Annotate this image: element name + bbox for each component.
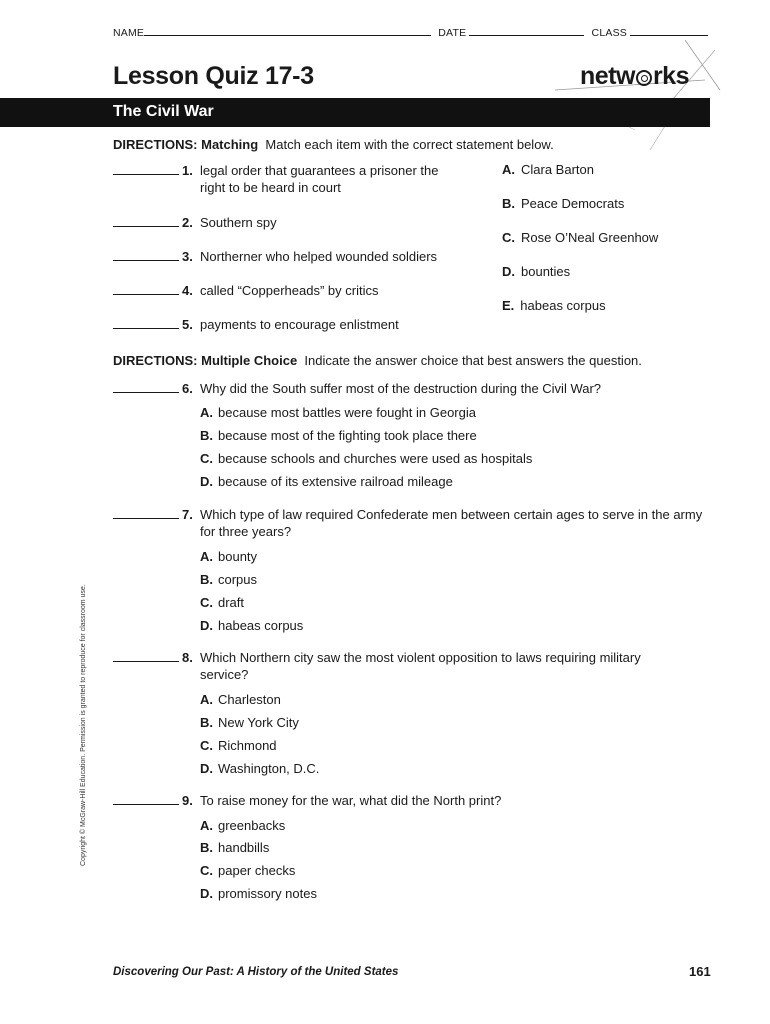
section-bar xyxy=(0,98,710,127)
match-answer-e: E. habeas corpus xyxy=(502,298,606,313)
logo-text-1: netw xyxy=(580,62,635,90)
q8-choice-a: A. Charleston xyxy=(200,692,281,707)
page-title: Lesson Quiz 17-3 xyxy=(113,62,314,90)
matching-item-4: 4. xyxy=(113,282,196,299)
question-8: 8. xyxy=(113,649,196,666)
q7-choice-a: A. bounty xyxy=(200,549,258,564)
question-9: 9. xyxy=(113,792,196,809)
matching-item-1-text: legal order that guarantees a prisoner the right to be heard in court xyxy=(200,163,439,195)
name-field xyxy=(113,26,708,39)
q6-choice-b: B. because most of the fighting took place there xyxy=(200,428,477,443)
match-answer-b: B. Peace Democrats xyxy=(502,196,625,211)
q7-choice-d: D. habeas corpus xyxy=(200,618,304,633)
q6-choice-c: C. because schools and churches were used as hospitals xyxy=(200,451,533,466)
question-8-text: Which Northern city saw the most violent opposition to laws requiring military service? xyxy=(200,650,641,682)
class-label: CLASS xyxy=(591,27,627,39)
logo-text-2: rks xyxy=(652,62,689,90)
q9-choice-a: A. greenbacks xyxy=(200,818,286,833)
networks-logo xyxy=(580,62,689,91)
answer-blank[interactable] xyxy=(113,249,179,261)
q9-choice-d: D. promissory notes xyxy=(200,886,317,901)
mc-directions-text: Indicate the answer choice that best answers the question. xyxy=(304,353,642,368)
matching-item-3-text: Northerner who helped wounded soldiers xyxy=(200,249,438,264)
question-9-text: To raise money for the war, what did the North print? xyxy=(200,793,502,808)
matching-item-5-text: payments to encourage enlistment xyxy=(200,317,399,332)
q8-choice-b: B. New York City xyxy=(200,715,299,730)
footer-book-title: Discovering Our Past: A History of the United States xyxy=(113,966,399,978)
q6-choice-a: A. because most battles were fought in Georgia xyxy=(200,405,476,420)
logo-o-icon xyxy=(636,70,652,86)
question-6-text: Why did the South suffer most of the destruction during the Civil War? xyxy=(200,381,602,396)
matching-directions-label: DIRECTIONS: Matching xyxy=(113,137,259,152)
name-label: NAME xyxy=(113,27,145,39)
q7-choice-c: C. draft xyxy=(200,595,245,610)
copyright-notice: Copyright © McGraw-Hill Education. Permission is granted to reproduce for classroom use. xyxy=(80,584,87,866)
matching-item-3: 3. xyxy=(113,248,196,265)
answer-blank[interactable] xyxy=(113,381,179,393)
matching-directions xyxy=(113,137,554,152)
matching-item-2-text: Southern spy xyxy=(200,215,277,230)
q7-choice-b: B. corpus xyxy=(200,572,258,587)
answer-blank[interactable] xyxy=(113,650,179,662)
question-7-text: Which type of law required Confederate men between certain ages to serve in the army for three years? xyxy=(200,507,703,539)
answer-blank[interactable] xyxy=(113,163,179,175)
answer-blank[interactable] xyxy=(113,317,179,329)
matching-item-4-text: called “Copperheads” by critics xyxy=(200,283,379,298)
matching-item-2: 2. xyxy=(113,214,196,231)
answer-blank[interactable] xyxy=(113,215,179,227)
section-title: The Civil War xyxy=(113,103,214,120)
date-label: DATE xyxy=(438,27,467,39)
match-answer-d: D. bounties xyxy=(502,264,571,279)
q9-choice-b: B. handbills xyxy=(200,840,270,855)
match-answer-a: A. Clara Barton xyxy=(502,162,594,177)
q8-choice-c: C. Richmond xyxy=(200,738,277,753)
q8-choice-d: D. Washington, D.C. xyxy=(200,761,320,776)
question-7: 7. xyxy=(113,506,196,523)
match-answer-c: C. Rose O’Neal Greenhow xyxy=(502,230,659,245)
q9-choice-c: C. paper checks xyxy=(200,863,296,878)
answer-blank[interactable] xyxy=(113,793,179,805)
question-6: 6. xyxy=(113,380,196,397)
answer-blank[interactable] xyxy=(113,283,179,295)
matching-item-1: 1. xyxy=(113,162,196,179)
mc-directions-label: DIRECTIONS: Multiple Choice xyxy=(113,353,298,368)
mc-directions xyxy=(113,353,642,368)
q6-choice-d: D. because of its extensive railroad mileage xyxy=(200,474,453,489)
matching-directions-text: Match each item with the correct statement below. xyxy=(265,137,554,152)
page-number: 161 xyxy=(689,964,711,979)
matching-item-5: 5. xyxy=(113,316,196,333)
answer-blank[interactable] xyxy=(113,507,179,519)
